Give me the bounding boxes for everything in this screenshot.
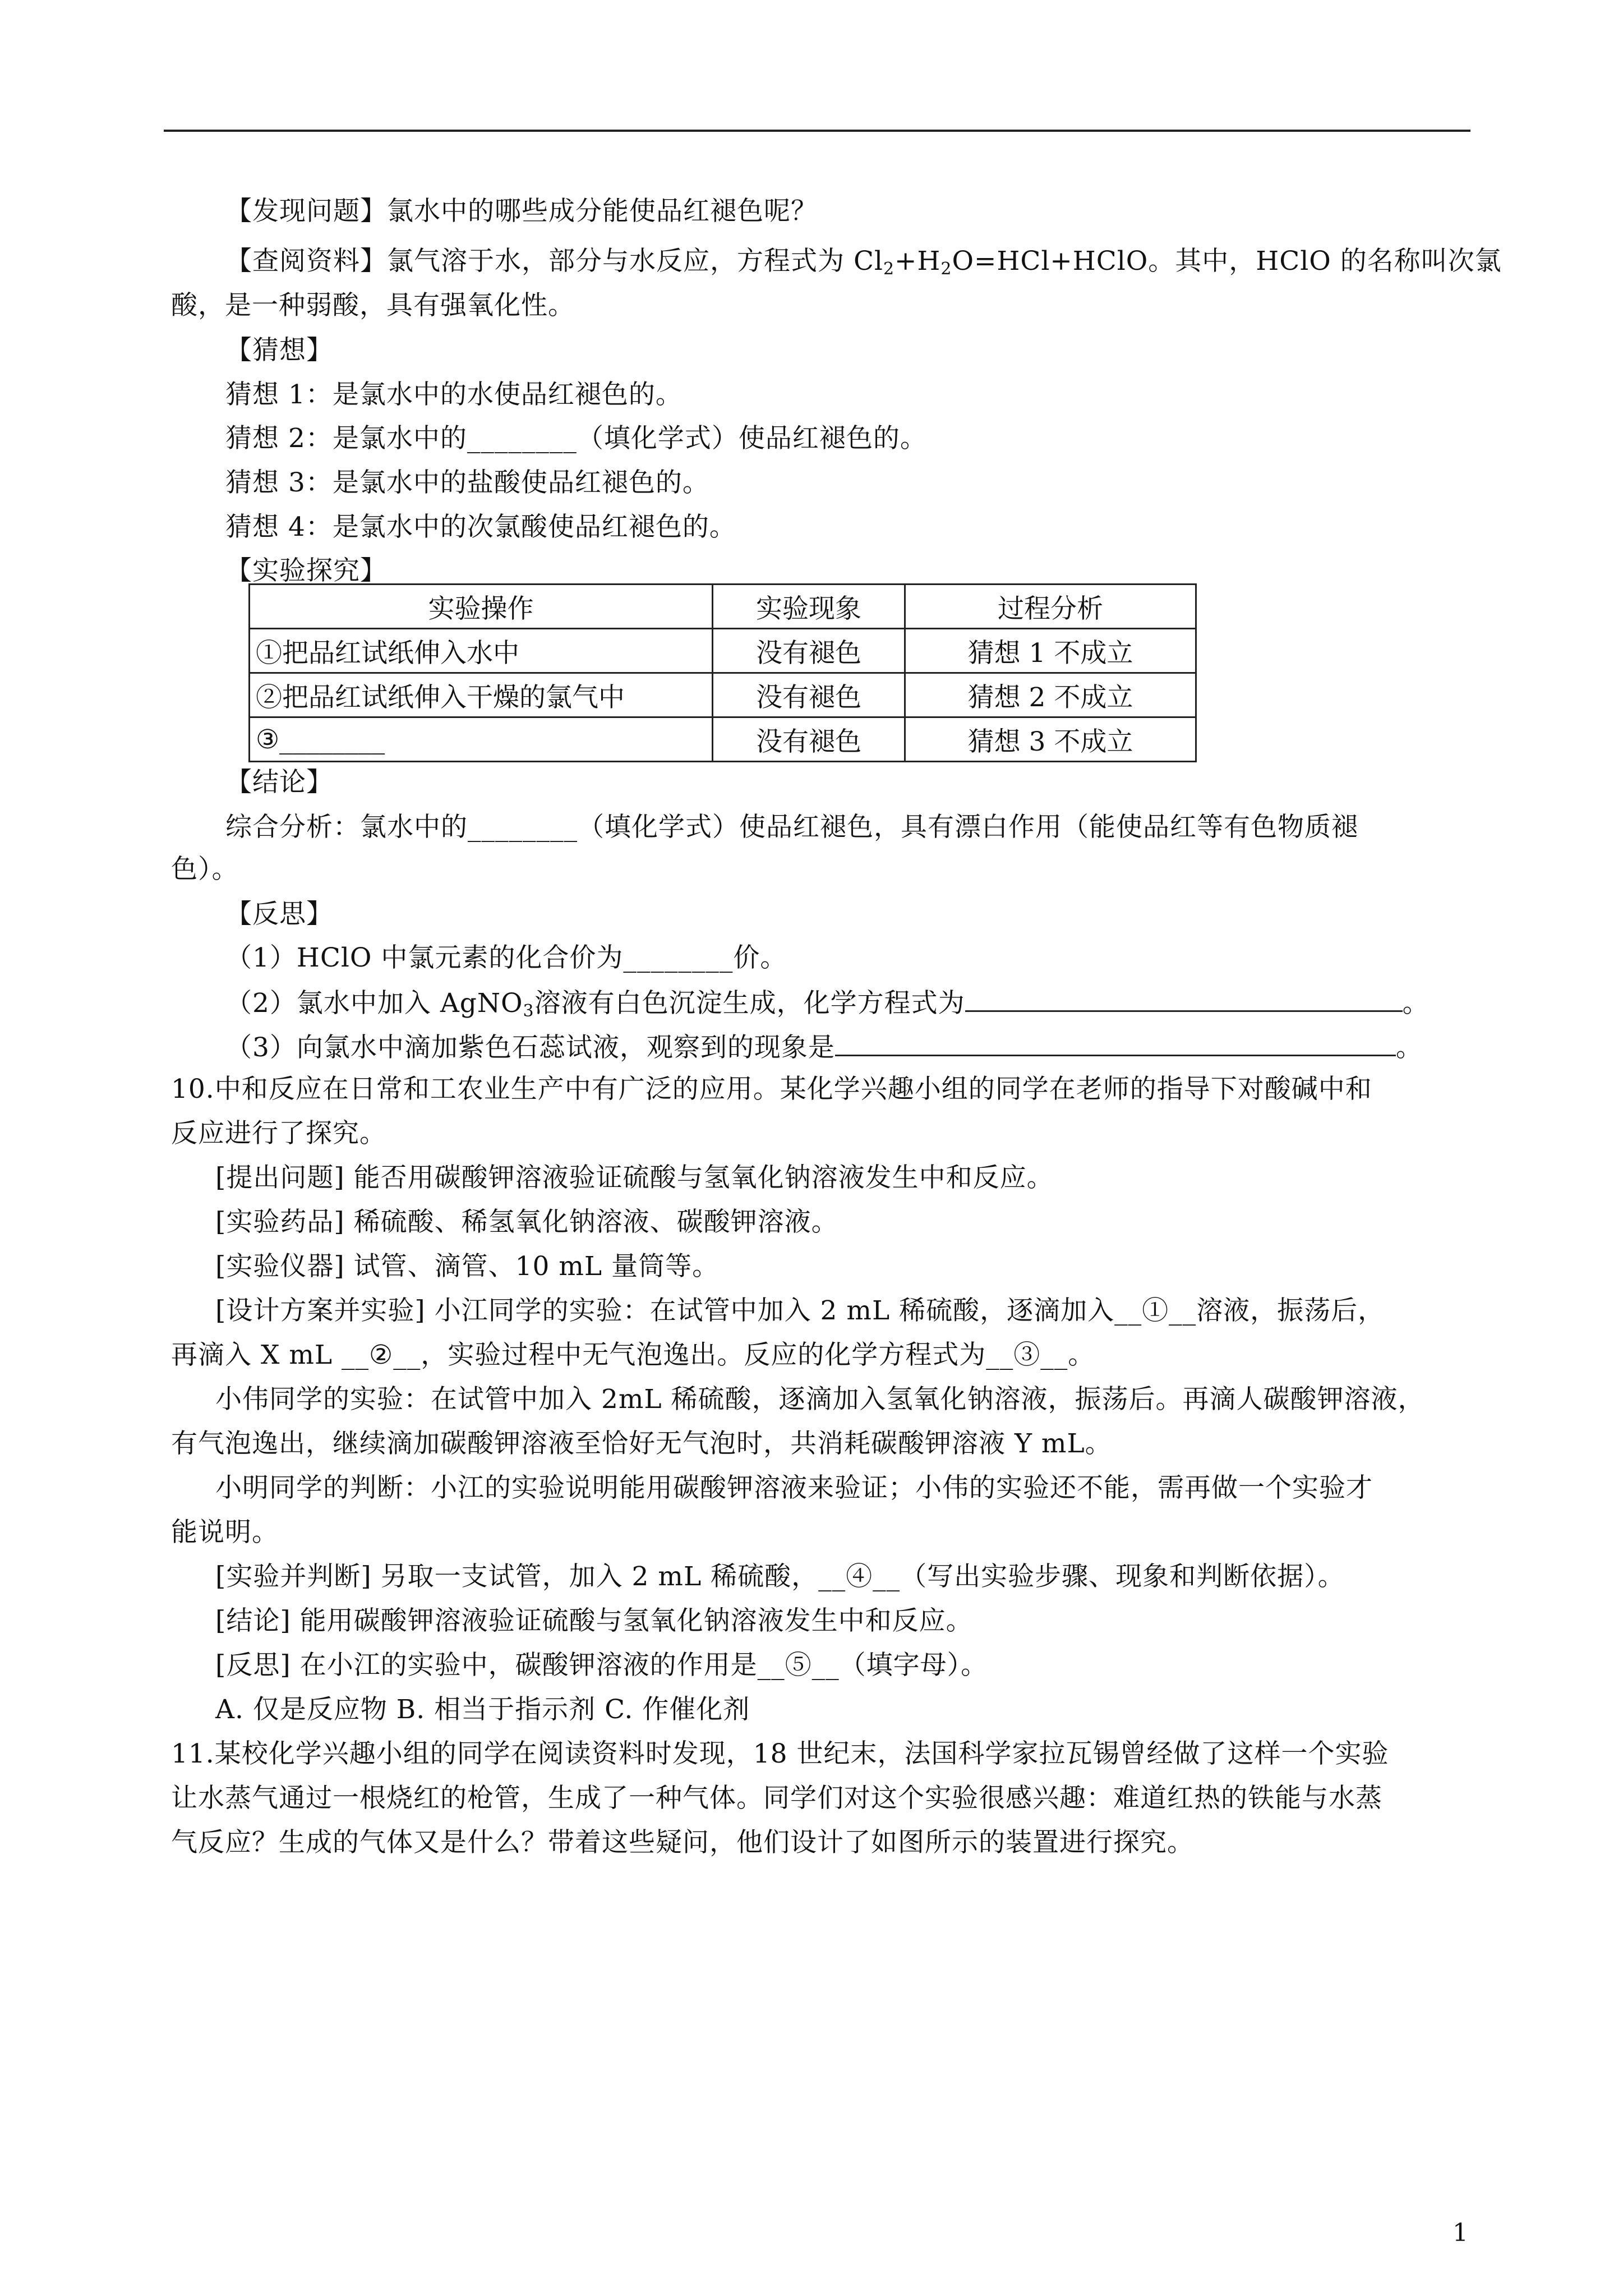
table-cell: ②把品红试纸伸入干燥的氯气中 [250,673,713,717]
subscript-cl2: 2 [883,259,895,279]
table-cell: 没有褪色 [713,717,905,762]
header-rule [164,130,1470,132]
experiment-table [248,583,1197,762]
conclusion-10: [结论] 能用碳酸钾溶液验证硫酸与氢氧化钠溶液发生中和反应。 [215,1605,973,1636]
reflection-2-text: （2）氯水中加入 AgNO [225,988,523,1019]
reflection-3-text: （3）向氯水中滴加紫色石蕊试液，观察到的现象是 [225,1032,835,1063]
question-11-intro: 11.某校化学兴趣小组的同学在阅读资料时发现，18 世纪末，法国科学家拉瓦锡曾经做了这样一个实验 [171,1738,1389,1769]
table-cell: ③________ [250,717,713,762]
conclusion-text: 综合分析：氯水中的________（填化学式）使品红褪色，具有漂白作用（能使品红等有色物质褪 [225,812,1358,843]
conclusion-text-cont: 色）。 [171,854,239,885]
table-header: 实验现象 [713,585,905,629]
reflection-10: [反思] 在小江的实验中，碳酸钾溶液的作用是__⑤__（填字母）。 [215,1650,988,1681]
answer-blank [835,1030,1396,1056]
hypothesis-3: 猜想 3：是氯水中的盐酸使品红褪色的。 [225,467,709,498]
table-cell: 猜想 3 不成立 [905,717,1196,762]
table-row [250,717,1196,762]
xiaoming-judgement-cont: 能说明。 [171,1517,279,1548]
table-header-row [250,585,1196,629]
table-cell: ①把品红试纸伸入水中 [250,629,713,673]
table-header: 过程分析 [905,585,1196,629]
reflection-2-end: 。 [1402,988,1430,1019]
reference-line-cont: 酸，是一种弱酸，具有强氧化性。 [171,290,575,321]
reference-text-3: O=HCl+HClO。其中，HClO 的名称叫次氯 [952,246,1502,277]
reflection-1: （1）HClO 中氯元素的化合价为________价。 [225,942,787,973]
reference-line [225,245,1502,278]
experiment-heading: 【实验探究】 [225,555,387,586]
design-plan: [设计方案并实验] 小江同学的实验：在试管中加入 2 mL 稀硫酸，逐滴加入__①__溶液，振荡后， [215,1295,1385,1326]
table-cell: 没有褪色 [713,629,905,673]
reflection-2 [225,986,1430,1020]
question-10-intro-cont: 反应进行了探究。 [171,1118,386,1149]
table-cell: 没有褪色 [713,673,905,717]
conclusion-heading: 【结论】 [225,767,333,798]
table-cell: 猜想 1 不成立 [905,629,1196,673]
xiaowei-experiment: 小伟同学的实验：在试管中加入 2mL 稀硫酸，逐滴加入氢氧化钠溶液，振荡后。再滴人碳酸钾溶液， [215,1384,1425,1415]
reflection-heading: 【反思】 [225,899,333,930]
question-11-line-3: 气反应？生成的气体又是什么？带着这些疑问，他们设计了如图所示的装置进行探究。 [171,1827,1194,1858]
subscript-h2o: 2 [940,259,952,279]
experiment-judgement: [实验并判断] 另取一支试管，加入 2 mL 稀硫酸，__④__（写出实验步骤、现象和判断依据）。 [215,1561,1345,1592]
xiaoming-judgement: 小明同学的判断：小江的实验说明能用碳酸钾溶液来验证；小伟的实验还不能，需再做一个实验才 [215,1473,1373,1503]
hypothesis-2: 猜想 2：是氯水中的________（填化学式）使品红褪色的。 [225,423,927,454]
table-row [250,673,1196,717]
reflection-2-text-2: 溶液有白色沉淀生成，化学方程式为 [534,988,965,1019]
table-header: 实验操作 [250,585,713,629]
propose-question: [提出问题] 能否用碳酸钾溶液验证硫酸与氢氧化钠溶液发生中和反应。 [215,1162,1054,1193]
table-row [250,629,1196,673]
question-10-intro: 10.中和反应在日常和工农业生产中有广泛的应用。某化学兴趣小组的同学在老师的指导下对酸碱中和 [171,1074,1372,1105]
reference-text-1: 【查阅资料】氯气溶于水，部分与水反应，方程式为 Cl [225,246,883,277]
reflection-3-end: 。 [1395,1032,1423,1063]
answer-options: A. 仅是反应物 B. 相当于指示剂 C. 作催化剂 [215,1694,750,1725]
question-11-line-2: 让水蒸气通过一根烧红的枪管，生成了一种气体。同学们对这个实验很感兴趣：难道红热的铁能与水蒸 [171,1783,1382,1814]
hypothesis-1: 猜想 1：是氯水中的水使品红褪色的。 [225,379,683,410]
design-plan-cont: 再滴入 X mL __②__，实验过程中无气泡逸出。反应的化学方程式为__③__。 [171,1340,1095,1370]
reflection-3 [225,1030,1423,1065]
subscript-no3: 3 [523,1001,534,1021]
reagents: [实验药品] 稀硫酸、稀氢氧化钠溶液、碳酸钾溶液。 [215,1207,838,1237]
xiaowei-experiment-cont: 有气泡逸出，继续滴加碳酸钾溶液至恰好无气泡时，共消耗碳酸钾溶液 Y mL。 [171,1428,1112,1459]
page-number: 1 [1453,2219,1468,2247]
reference-text-2: +H [895,246,941,277]
hypothesis-heading: 【猜想】 [225,335,333,366]
find-problem-line: 【发现问题】氯水中的哪些成分能使品红褪色呢？ [225,196,818,227]
hypothesis-4: 猜想 4：是氯水中的次氯酸使品红褪色的。 [225,512,736,542]
table-cell: 猜想 2 不成立 [905,673,1196,717]
answer-blank [965,986,1403,1012]
instruments: [实验仪器] 试管、滴管、10 mL 量筒等。 [215,1251,720,1282]
